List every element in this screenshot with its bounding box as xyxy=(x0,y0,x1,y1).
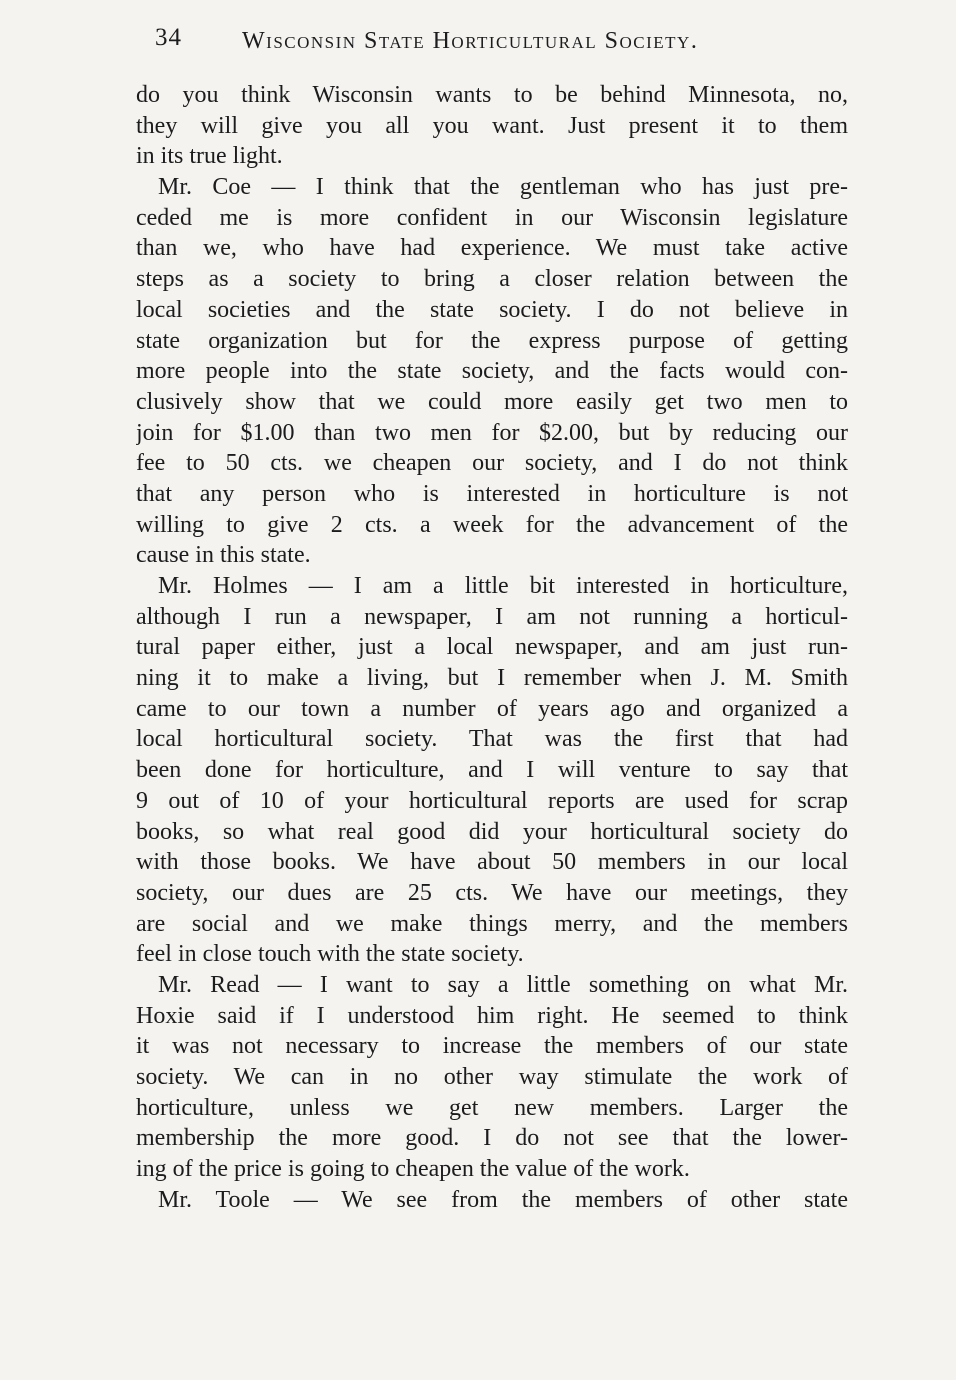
text-line: fee to 50 cts. we cheapen our society, and I do not think xyxy=(136,450,848,477)
text-line: clusively show that we could more easily get two men to xyxy=(136,388,848,415)
paragraph xyxy=(136,80,848,172)
paragraph-mr-toole xyxy=(136,1185,848,1216)
text-line: been done for horticulture, and I will venture to say that xyxy=(136,757,848,784)
text-line: horticulture, unless we get new members. Larger the xyxy=(136,1094,848,1121)
text-line: Mr. Coe — I think that the gentleman who has just pre- xyxy=(158,174,848,201)
text-line: came to our town a number of years ago and organized a xyxy=(136,695,848,722)
text-line: Hoxie said if I understood him right. He seemed to think xyxy=(136,1002,848,1029)
paragraph-mr-coe xyxy=(136,172,848,571)
paragraph-mr-read xyxy=(136,970,848,1185)
text-line: feel in close touch with the state society. xyxy=(136,941,524,968)
text-line: join for $1.00 than two men for $2.00, but by reducing our xyxy=(136,419,848,446)
text-line: 9 out of 10 of your horticultural reports are used for scrap xyxy=(136,787,848,814)
text-line: with those books. We have about 50 members in our local xyxy=(136,849,848,876)
text-line: in its true light. xyxy=(136,143,283,170)
text-line: more people into the state society, and the facts would con- xyxy=(136,358,848,385)
text-line: society. We can in no other way stimulate the work of xyxy=(136,1064,848,1090)
text-line: local societies and the state society. I do not believe in xyxy=(136,296,848,323)
page-number: 34 xyxy=(155,24,182,51)
text-line: steps as a society to bring a closer relation between the xyxy=(136,266,848,293)
text-line: Mr. Toole — We see from the members of other state xyxy=(158,1186,848,1213)
text-line: ning it to make a living, but I remember when J. M. Smith xyxy=(136,665,848,692)
text-line: willing to give 2 cts. a week for the advancement of the xyxy=(136,511,848,538)
text-line: books, so what real good did your horticultural society do xyxy=(136,818,848,845)
text-line: state organization but for the express purpose of getting xyxy=(136,327,848,354)
text-line: Mr. Holmes — I am a little bit interested in horticulture, xyxy=(158,573,848,599)
paragraph-mr-holmes xyxy=(136,571,848,970)
text-line: local horticultural society. That was the first that had xyxy=(136,726,848,753)
text-line: it was not necessary to increase the members of our state xyxy=(136,1033,848,1060)
text-line: membership the more good. I do not see that the lower- xyxy=(136,1125,848,1152)
text-line: ing of the price is going to cheapen the value of the work. xyxy=(136,1156,690,1183)
text-line: although I run a newspaper, I am not running a horticul- xyxy=(136,603,848,630)
running-head: Wisconsin State Horticultural Society. xyxy=(242,28,699,54)
page-header xyxy=(150,22,850,66)
text-line: cause in this state. xyxy=(136,542,311,569)
text-line: tural paper either, just a local newspaper, and am just run- xyxy=(136,634,848,661)
text-line: do you think Wisconsin wants to be behind Minnesota, no, xyxy=(136,82,848,108)
text-line: Mr. Read — I want to say a little something on what Mr. xyxy=(158,971,848,998)
text-line: than we, who have had experience. We must take active xyxy=(136,235,848,262)
text-line: society, our dues are 25 cts. We have our meetings, they xyxy=(136,879,848,906)
text-line: ceded me is more confident in our Wisconsin legislature xyxy=(136,204,848,231)
text-line: that any person who is interested in horticulture is not xyxy=(136,480,848,507)
text-line: are social and we make things merry, and the members xyxy=(136,910,848,937)
body-text xyxy=(136,80,848,1215)
text-line: they will give you all you want. Just present it to them xyxy=(136,112,848,139)
